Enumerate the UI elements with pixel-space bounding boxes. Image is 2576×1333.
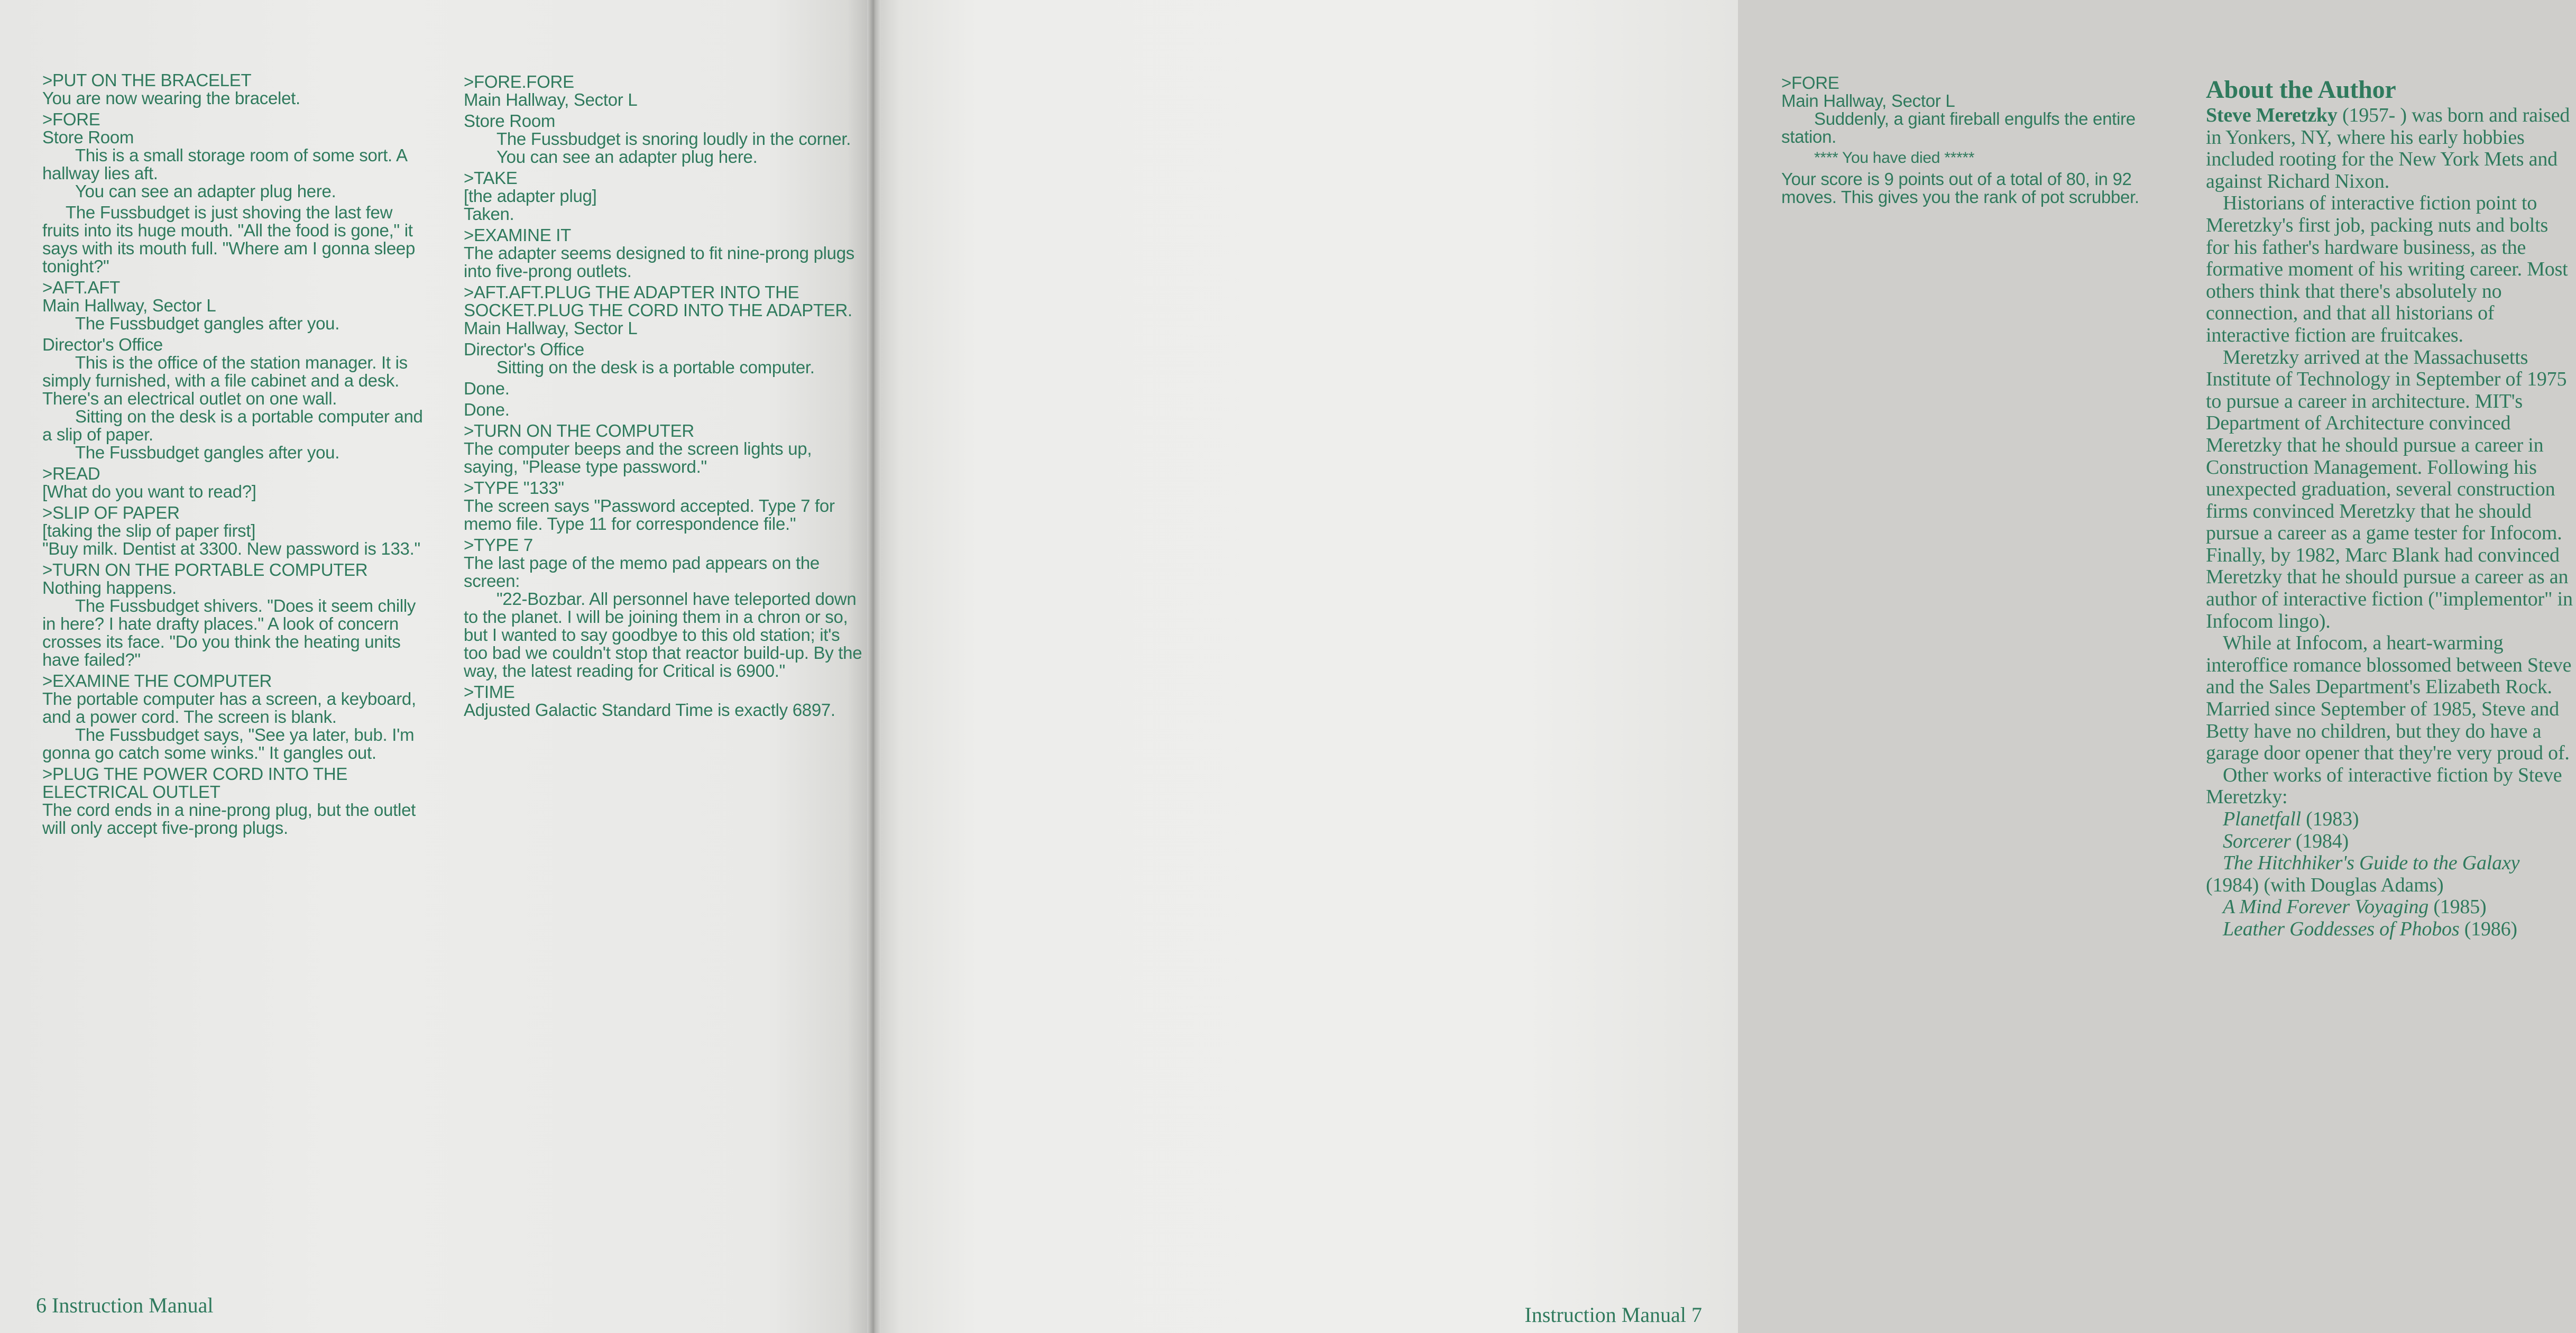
transcript-line: Store Room — [42, 127, 134, 147]
transcript-column-2 — [464, 73, 863, 719]
transcript-command: >FORE.FORE — [464, 72, 574, 91]
transcript-command: >TURN ON THE COMPUTER — [464, 421, 694, 440]
transcript-line: [the adapter plug] — [464, 186, 597, 206]
transcript-line: "22-Bozbar. All personnel have teleported down to the planet. I will be joining them in a chron or so, but I wanted to say goodbye to this old station; it's too bad we couldn't stop that reactor build-up. By the way, the latest reading for Critical is 6900." — [464, 589, 862, 681]
transcript-line: Main Hallway, Sector L — [42, 296, 216, 315]
work-title: Sorcerer — [2223, 830, 2291, 852]
work-note: (1985) — [2428, 896, 2487, 918]
transcript-line: The Fussbudget gangles after you. — [75, 443, 340, 462]
transcript-line: The Fussbudget gangles after you. — [75, 314, 340, 333]
transcript-command: >TIME — [464, 682, 515, 702]
transcript-line: Main Hallway, Sector L — [1781, 91, 1955, 111]
transcript-column-1 — [42, 71, 434, 837]
transcript-line: This is a small storage room of some sort. A hallway lies aft. — [42, 145, 407, 183]
transcript-line: Store Room — [464, 111, 556, 131]
transcript-line: The last page of the memo pad appears on the screen: — [464, 553, 820, 591]
author-intro — [2206, 105, 2576, 192]
transcript-command: >TYPE "133" — [464, 478, 564, 498]
transcript-line: **** You have died ***** — [1814, 149, 1975, 167]
transcript-line: Sitting on the desk is a portable computer. — [496, 357, 815, 377]
transcript-command: >EXAMINE IT — [464, 225, 571, 245]
transcript-command: >TAKE — [464, 168, 518, 188]
work-title: Leather Goddesses of Phobos — [2223, 917, 2460, 940]
transcript-line: This is the office of the station manager. It is simply furnished, with a file cabinet and a desk. There's an electrical outlet on one wall. — [42, 353, 408, 408]
transcript-line: Taken. — [464, 204, 514, 224]
author-paragraph: While at Infocom, a heart-warming interoffice romance blossomed between Steve and the Sales Department's Elizabeth Rock. Married since September of 1985, Steve and Betty have no children, but they do have a garage door opener that they're very proud of. — [2206, 632, 2572, 765]
about-author-heading: About the Author — [2206, 76, 2396, 104]
book-spine-gutter — [867, 0, 881, 1333]
work-title: The Hitchhiker's Guide to the Galaxy — [2223, 852, 2520, 875]
transcript-command: >AFT.AFT — [42, 278, 121, 297]
transcript-line: Main Hallway, Sector L — [464, 90, 638, 109]
work-title: A Mind Forever Voyaging — [2223, 896, 2429, 918]
transcript-line: The adapter seems designed to fit nine-prong plugs into five-prong outlets. — [464, 243, 854, 281]
transcript-line: Nothing happens. — [42, 578, 177, 597]
work-note: (1984) (with Douglas Adams) — [2206, 874, 2444, 896]
about-author-section — [2206, 76, 2576, 941]
work-note: (1983) — [2301, 808, 2359, 830]
transcript-line: The Fussbudget says, "See ya later, bub. I'm gonna go catch some winks." It gangles out. — [42, 725, 415, 762]
author-intro-text: (1957- ) was born and raised in Yonkers, NY, where his early hobbies included rooting for the New York Mets and against Richard Nixon. — [2206, 104, 2570, 192]
work-item — [2206, 918, 2576, 941]
transcript-line: Sitting on the desk is a portable computer and a slip of paper. — [42, 407, 423, 444]
author-paragraph: Meretzky arrived at the Massachusetts Institute of Technology in September of 1975 to pursue a career in architecture. MIT's Department of Architecture convinced Meretzky that he should pursue a career in Construction Management. Following his unexpected graduation, several construction firms convinced Meretzky that he should pursue a career as a game tester for Infocom. Finally, by 1982, Marc Blank had convinced Meretzky that he should pursue a career as an author of interactive fiction ("implementor" in Infocom lingo). — [2206, 346, 2573, 632]
transcript-line: Done. — [464, 379, 510, 398]
work-item — [2206, 852, 2576, 896]
work-item — [2206, 808, 2576, 831]
transcript-line: You are now wearing the bracelet. — [42, 88, 300, 108]
right-page — [873, 0, 2573, 1333]
transcript-command: >TURN ON THE PORTABLE COMPUTER — [42, 560, 368, 580]
transcript-line: The Fussbudget shivers. "Does it seem chilly in here? I hate drafty places." A look of concern crosses its face. "Do you think the heating units have failed?" — [42, 596, 416, 669]
transcript-command: >READ — [42, 464, 100, 483]
transcript-command: >AFT.AFT.PLUG THE ADAPTER INTO THE SOCKET.PLUG THE CORD INTO THE ADAPTER. — [464, 282, 852, 320]
transcript-line: The cord ends in a nine-prong plug, but the outlet will only accept five-prong plugs. — [42, 800, 416, 838]
work-note: (1986) — [2459, 917, 2517, 940]
transcript-line: The Fussbudget is snoring loudly in the corner. — [496, 129, 851, 149]
left-page — [0, 0, 873, 1333]
author-paragraph: Historians of interactive fiction point to Meretzky's first job, packing nuts and bolts for his father's hardware business, as the formative moment of his writing career. Most others think that there's absolutely no connection, and that all historians of interactive fiction are fruitcakes. — [2206, 192, 2568, 346]
transcript-line: Suddenly, a giant fireball engulfs the entire station. — [1781, 109, 2136, 146]
transcript-line: You can see an adapter plug here. — [75, 181, 336, 201]
transcript-line: [What do you want to read?] — [42, 482, 256, 501]
transcript-line: "Buy milk. Dentist at 3300. New password is 133." — [42, 539, 420, 558]
transcript-command: >EXAMINE THE COMPUTER — [42, 671, 272, 691]
transcript-line: Director's Office — [464, 339, 584, 359]
work-title: Planetfall — [2223, 808, 2301, 830]
transcript-column-3 — [1781, 74, 2173, 206]
transcript-line: Adjusted Galactic Standard Time is exactly 6897. — [464, 700, 835, 720]
transcript-command: >FORE — [1781, 73, 1839, 93]
transcript-line: Done. — [464, 400, 510, 419]
transcript-line: Director's Office — [42, 335, 163, 354]
transcript-command: >PLUG THE POWER CORD INTO THE ELECTRICAL OUTLET — [42, 764, 348, 802]
transcript-command: >SLIP OF PAPER — [42, 503, 180, 522]
work-item — [2206, 831, 2576, 853]
transcript-line: The portable computer has a screen, a keyboard, and a power cord. The screen is blank. — [42, 689, 416, 727]
transcript-line: Main Hallway, Sector L — [464, 318, 638, 338]
transcript-line: The Fussbudget is just shoving the last few fruits into its huge mouth. "All the food is gone," it says with its mouth full. "Where am I gonna sleep tonight?" — [42, 203, 416, 276]
author-paragraph: Other works of interactive fiction by Steve Meretzky: — [2206, 764, 2562, 808]
transcript-line: The screen says "Password accepted. Type 7 for memo file. Type 11 for correspondence file." — [464, 496, 835, 534]
transcript-line: The computer beeps and the screen lights up, saying, "Please type password." — [464, 439, 812, 476]
work-note: (1984) — [2290, 830, 2349, 852]
transcript-line: Your score is 9 points out of a total of 80, in 92 moves. This gives you the rank of pot scrubber. — [1781, 169, 2139, 207]
page-footer-left: 6 Instruction Manual — [36, 1293, 214, 1317]
author-name: Steve Meretzky — [2206, 104, 2338, 126]
page-footer-right: Instruction Manual 7 — [1524, 1303, 1702, 1327]
transcript-command: >PUT ON THE BRACELET — [42, 70, 252, 90]
transcript-line: [taking the slip of paper first] — [42, 521, 256, 540]
transcript-command: >FORE — [42, 109, 100, 129]
transcript-command: >TYPE 7 — [464, 535, 533, 555]
transcript-line: You can see an adapter plug here. — [496, 147, 758, 167]
work-item — [2206, 896, 2576, 918]
